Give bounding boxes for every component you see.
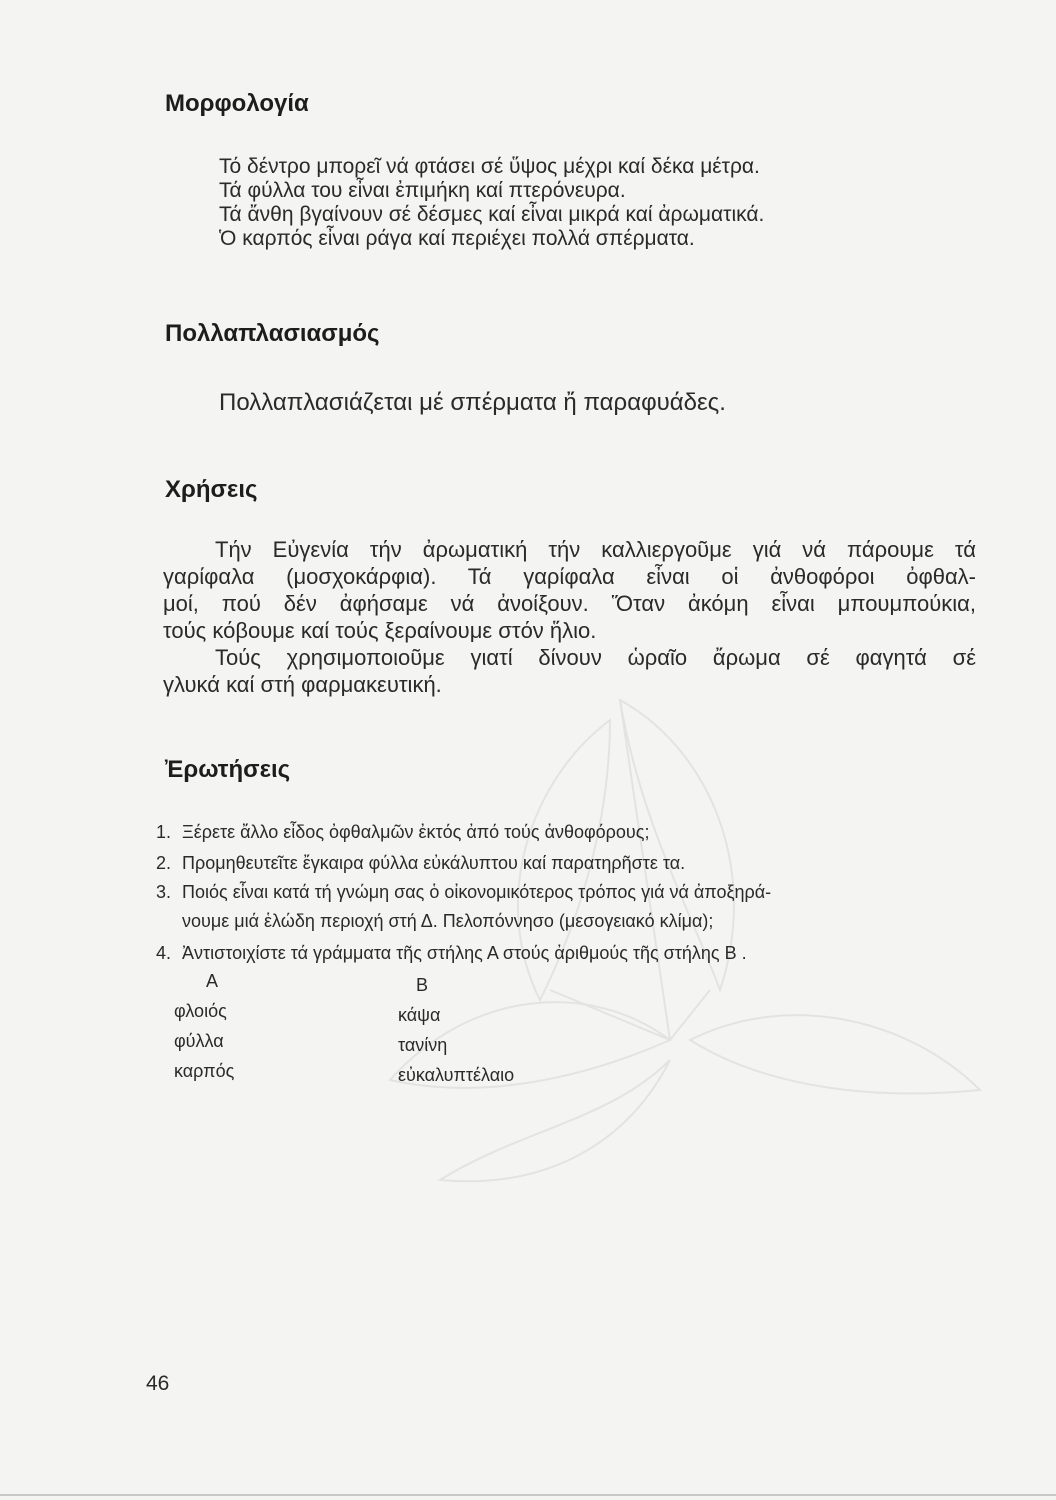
morphology-line: Τό δέντρο μπορεῖ νά φτάσει σέ ὕψος μέχρι καί δέκα μέτρα.: [219, 155, 760, 178]
propagation-text: Πολλαπλασιάζεται μέ σπέρματα ἤ παραφυάδες.: [219, 389, 726, 416]
matching-column-a: [174, 966, 234, 1086]
morphology-paragraph: [219, 155, 764, 251]
question-text: Προμηθευτεῖτε ἔγκαιρα φύλλα εὐκάλυπτου καί παρατηρῆστε τα.: [182, 853, 686, 873]
questions-heading: Ἐρωτήσεις: [165, 756, 291, 783]
question-text: Ξέρετε ἄλλο εἶδος ὀφθαλμῶν ἐκτός ἀπό τούς ἀνθοφόρους;: [182, 822, 650, 842]
morphology-line: Ὁ καρπός εἶναι ράγα καί περιέχει πολλά σπέρματα.: [219, 227, 695, 250]
question-item: [156, 942, 747, 964]
question-item: [156, 821, 649, 843]
column-a-item: φύλλα: [174, 1031, 224, 1051]
question-number: 1.: [156, 822, 172, 842]
uses-line: γλυκά καί στή φαρμακευτική.: [163, 672, 442, 697]
column-b-item: εὐκαλυπτέλαιο: [398, 1065, 515, 1085]
uses-line: γαρίφαλα (μοσχοκάρφια). Τά γαρίφαλα εἶναι οἱ ἀνθοφόροι ὀφθαλ-: [163, 564, 976, 589]
uses-heading: Χρήσεις: [165, 476, 258, 503]
leaf-illustration-watermark: [290, 660, 1010, 1220]
question-item: [156, 852, 685, 874]
uses-line: Τούς χρησιμοποιοῦμε γιατί δίνουν ὡραῖο ἄρωμα σέ φαγητά σέ: [215, 645, 976, 670]
propagation-heading: Πολλαπλασιασμός: [165, 320, 380, 347]
column-b-item: τανίνη: [398, 1035, 448, 1055]
uses-paragraph: [163, 536, 976, 698]
page-bottom-edge: [0, 1494, 1056, 1496]
morphology-line: Τά φύλλα του εἶναι ἐπιμήκη καί πτερόνευρα.: [219, 179, 626, 202]
question-item: [156, 881, 771, 903]
matching-column-b: [398, 970, 514, 1090]
question-text: Ἀντιστοιχίστε τά γράμματα τῆς στήλης Α στούς ἀριθμούς τῆς στήλης Β .: [182, 943, 747, 963]
column-b-item: κάψα: [398, 1005, 441, 1025]
column-a-header: Α: [206, 971, 219, 991]
column-b-header: Β: [416, 975, 429, 995]
column-a-item: καρπός: [174, 1061, 235, 1081]
question-number: 4.: [156, 943, 172, 963]
question-number: 3.: [156, 882, 172, 902]
morphology-line: Τά ἄνθη βγαίνουν σέ δέσμες καί εἶναι μικρά καί ἀρωματικά.: [219, 203, 765, 226]
uses-line: μοί, πού δέν ἀφήσαμε νά ἀνοίξουν. Ὅταν ἀκόμη εἶναι μπουμπούκια,: [163, 591, 976, 616]
page-number: 46: [146, 1372, 170, 1395]
uses-line: τούς κόβουμε καί τούς ξεραίνουμε στόν ἥλιο.: [163, 618, 597, 643]
uses-line: Τήν Εὐγενία τήν ἀρωματική τήν καλλιεργοῦμε γιά νά πάρουμε τά: [215, 537, 976, 562]
question-text: Ποιός εἶναι κατά τή γνώμη σας ὁ οἰκονομικότερος τρόπος γιά νά ἀποξηρά-: [182, 882, 772, 902]
question-continuation: νουμε μιά ἑλώδη περιοχή στή Δ. Πελοπόννησο (μεσογειακό κλίμα);: [182, 911, 714, 931]
question-number: 2.: [156, 853, 172, 873]
column-a-item: φλοιός: [174, 1001, 227, 1021]
morphology-heading: Μορφολογία: [165, 90, 309, 117]
